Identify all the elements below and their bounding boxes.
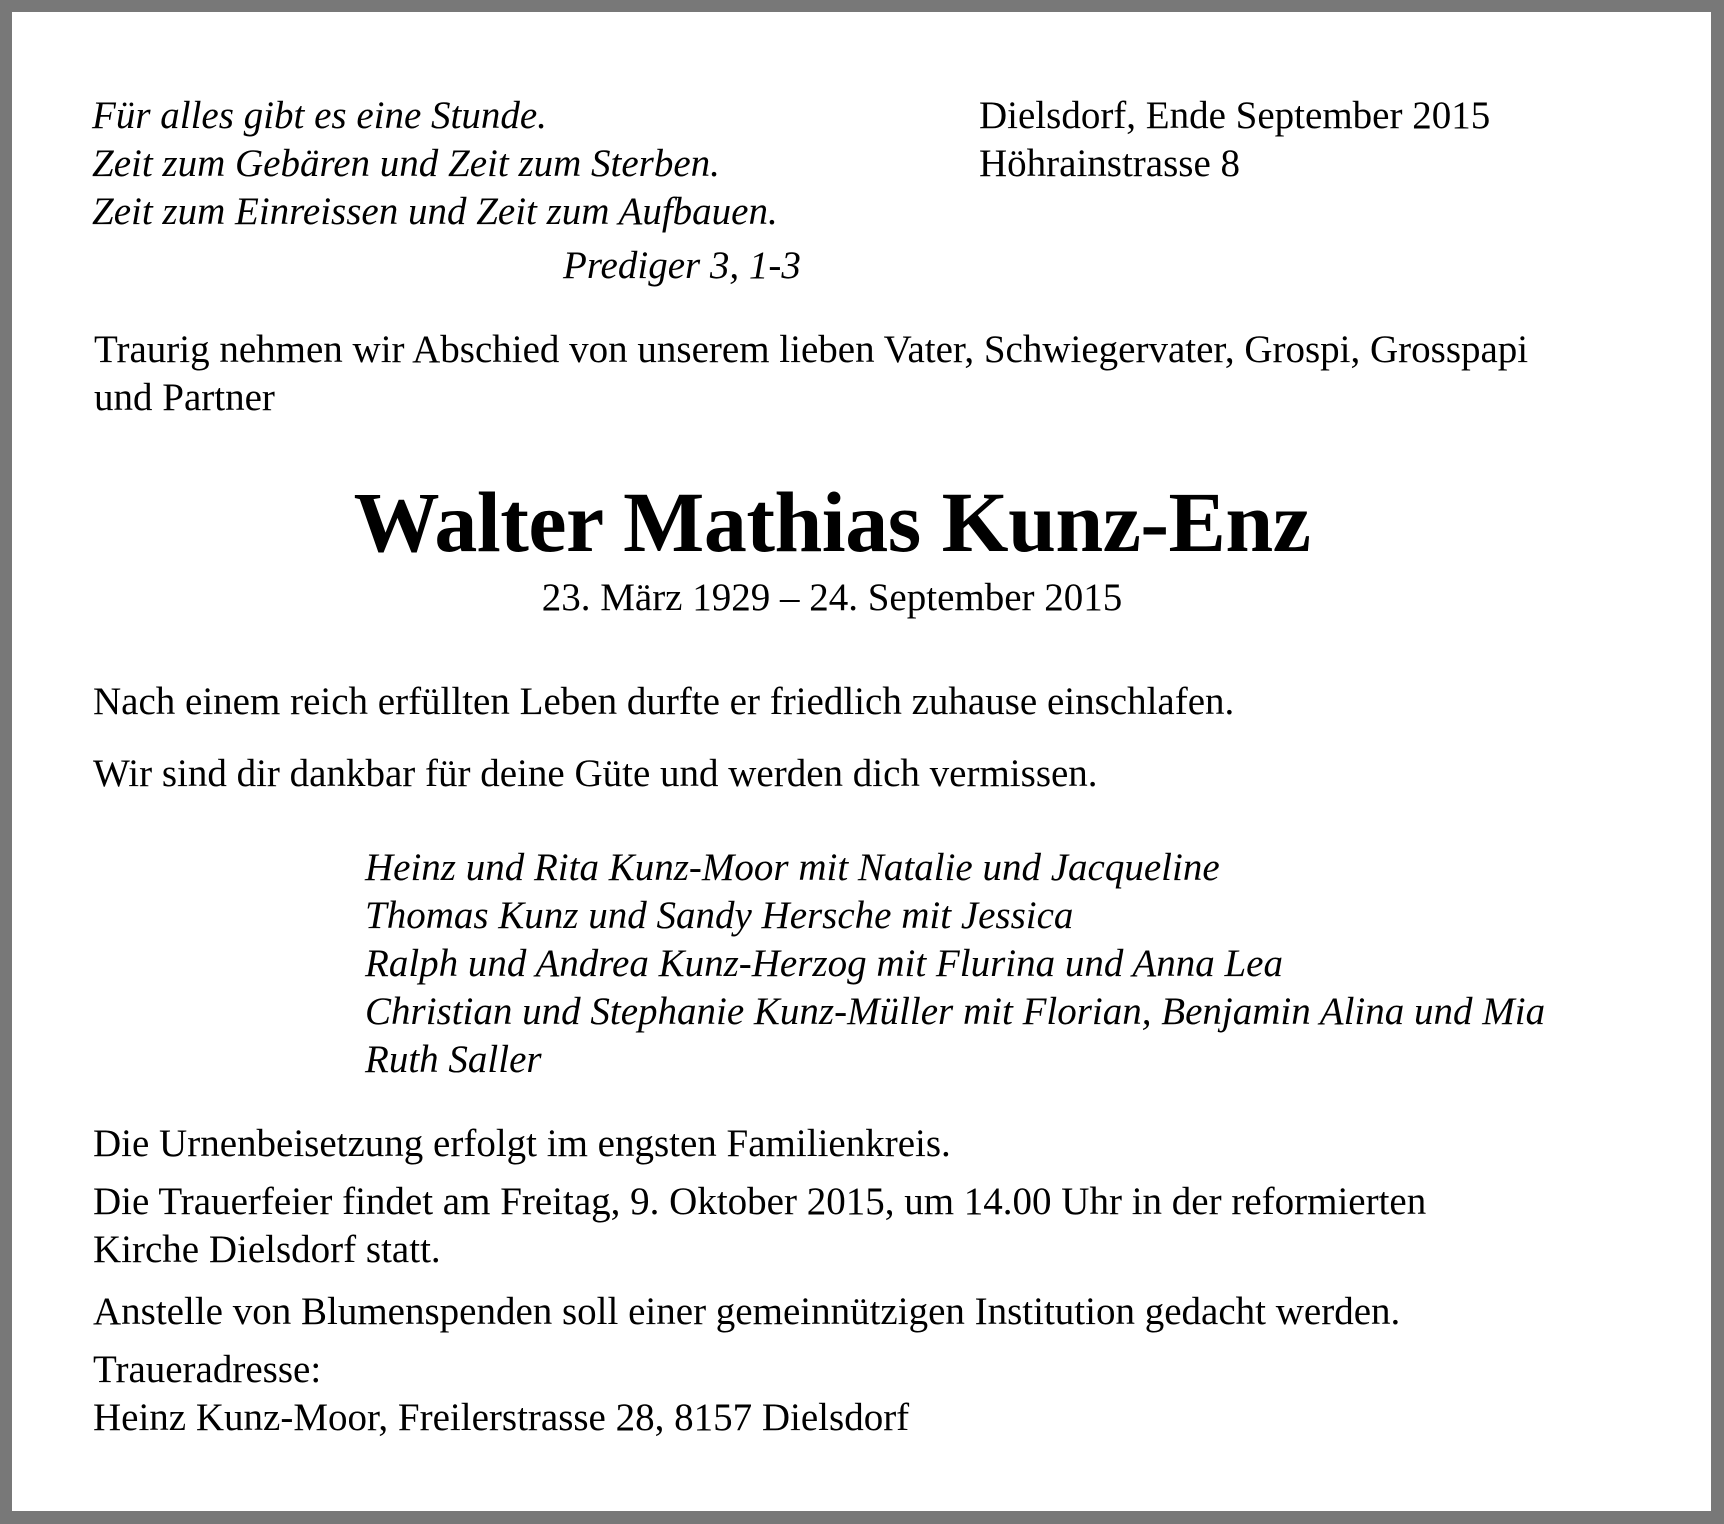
bible-quote xyxy=(92,92,778,236)
mourner-entry: Ralph und Andrea Kunz-Herzog mit Flurina und Anna Lea xyxy=(365,942,1283,985)
place-date-block xyxy=(979,92,1490,188)
quote-source: Prediger 3, 1-3 xyxy=(563,244,801,287)
quote-line: Für alles gibt es eine Stunde. xyxy=(92,94,547,137)
intro-line: Traurig nehmen wir Abschied von unserem lieben Vater, Schwiegervater, Grospi, Grosspapi xyxy=(94,328,1529,371)
mourner-entry: Heinz und Rita Kunz-Moor mit Natalie und Jacqueline xyxy=(365,846,1220,889)
home-address: Höhrainstrasse 8 xyxy=(979,142,1241,185)
deceased-block xyxy=(94,472,1570,622)
mourners-list xyxy=(365,844,1545,1084)
intro-paragraph xyxy=(94,326,1528,422)
service-line: Die Trauerfeier findet am Freitag, 9. Oktober 2015, um 14.00 Uhr in der reformierten xyxy=(93,1180,1427,1223)
deceased-name: Walter Mathias Kunz-Enz xyxy=(353,474,1311,570)
mourning-address-block xyxy=(93,1346,909,1442)
service-notice xyxy=(93,1178,1426,1274)
life-dates: 23. März 1929 – 24. September 2015 xyxy=(541,576,1123,619)
quote-line: Zeit zum Gebären und Zeit zum Sterben. xyxy=(92,142,720,185)
burial-notice: Die Urnenbeisetzung erfolgt im engsten Familienkreis. xyxy=(93,1122,951,1165)
paragraph-gratitude: Wir sind dir dankbar für deine Güte und werden dich vermissen. xyxy=(93,752,1098,795)
paragraph-peaceful-passing: Nach einem reich erfüllten Leben durfte er friedlich zuhause einschlafen. xyxy=(93,680,1235,723)
service-line: Kirche Dielsdorf statt. xyxy=(93,1228,441,1271)
obituary-page xyxy=(12,12,1711,1511)
mourning-address: Heinz Kunz-Moor, Freilerstrasse 28, 8157 Dielsdorf xyxy=(93,1396,910,1439)
mourner-entry: Thomas Kunz und Sandy Hersche mit Jessica xyxy=(365,894,1074,937)
mourner-entry: Christian und Stephanie Kunz-Müller mit Florian, Benjamin Alina und Mia xyxy=(365,990,1546,1033)
donation-notice: Anstelle von Blumenspenden soll einer gemeinnützigen Institution gedacht werden. xyxy=(93,1290,1401,1333)
quote-line: Zeit zum Einreissen und Zeit zum Aufbauen. xyxy=(92,190,778,233)
mourner-entry: Ruth Saller xyxy=(365,1038,542,1081)
intro-line: und Partner xyxy=(94,376,275,419)
place-date: Dielsdorf, Ende September 2015 xyxy=(979,94,1491,137)
mourning-address-label: Traueradresse: xyxy=(93,1348,322,1391)
